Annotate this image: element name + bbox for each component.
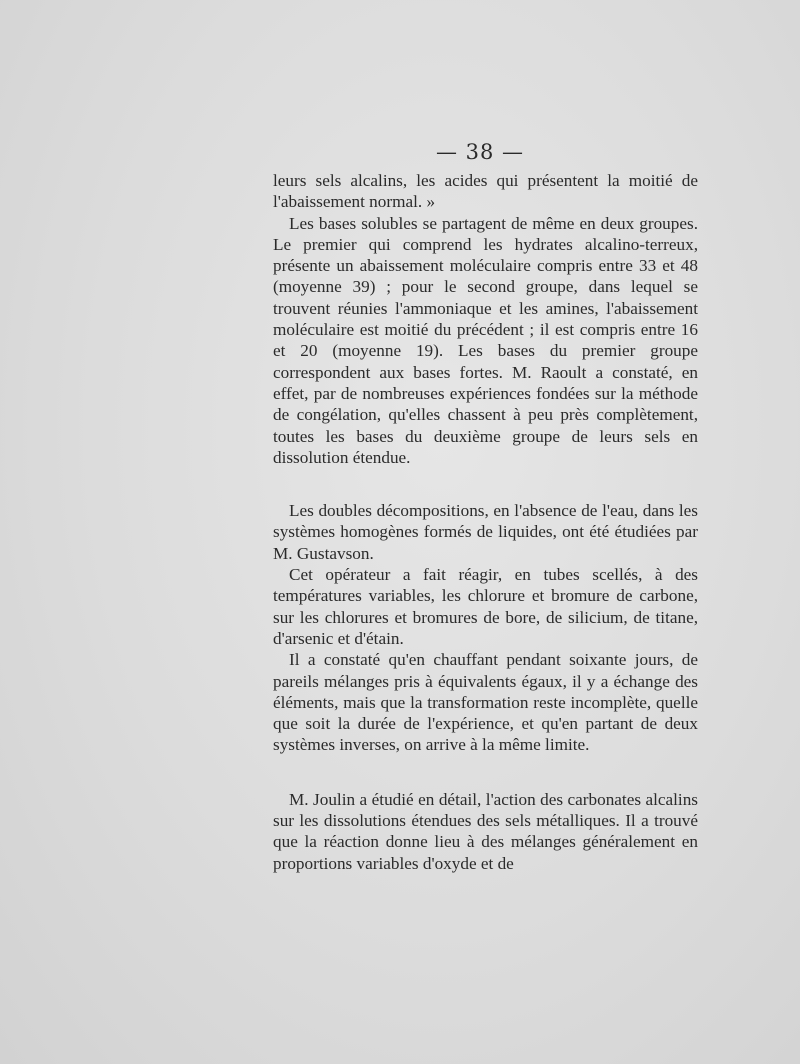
paragraph-bases-solubles: Les bases solubles se partagent de même en deux groupes. Le premier qui comprend les hydrates alcalino-terreux, présente un abaissement moléculaire compris entre 33 et 48 (moyenne 39) ; pour le second groupe, dans lequel se trouvent réunies l'ammoniaque et les amines, l'abaissement moléculaire est moitié du précédent ; il est compris entre 16 et 20 (moyenne 19). Les bases du premier groupe correspondent aux bases fortes. M. Raoult a constaté, en effet, par de nombreuses expériences fondées sur la méthode de congélation, qu'elles chassent à peu près complètement, toutes les bases du deuxième groupe de leurs sels en dissolution étendue. xyxy=(273,213,698,467)
body-text xyxy=(273,170,698,874)
paragraph-doubles-decompositions: Les doubles décompositions, en l'absence de l'eau, dans les systèmes homogènes formés de liquides, ont été étudiées par M. Gustavson. xyxy=(273,501,698,563)
paragraph-joulin: M. Joulin a étudié en détail, l'action des carbonates alcalins sur les dissolutions étendues des sels métalliques. Il a trouvé que la réaction donne lieu à des mélanges généralement en proportions variables d'oxyde et de xyxy=(273,789,698,873)
page-number: — 38 — xyxy=(435,140,525,164)
paragraph-continuation: leurs sels alcalins, les acides qui présentent la moitié de l'abaissement normal. » xyxy=(273,171,698,212)
paragraph-operateur: Cet opérateur a fait réagir, en tubes scellés, à des températures variables, les chlorure et bromure de carbone, sur les chlorures et bromures de bore, de silicium, de titane, d'arsenic et d'étain. xyxy=(273,565,698,648)
paragraph-constate: Il a constaté qu'en chauffant pendant soixante jours, de pareils mélanges pris à équivalents égaux, il y a échange des éléments, mais que la transformation reste incomplète, quelle que soit la durée de l'expérience, et qu'en partant de deux systèmes inverses, on arrive à la même limite. xyxy=(273,650,698,755)
